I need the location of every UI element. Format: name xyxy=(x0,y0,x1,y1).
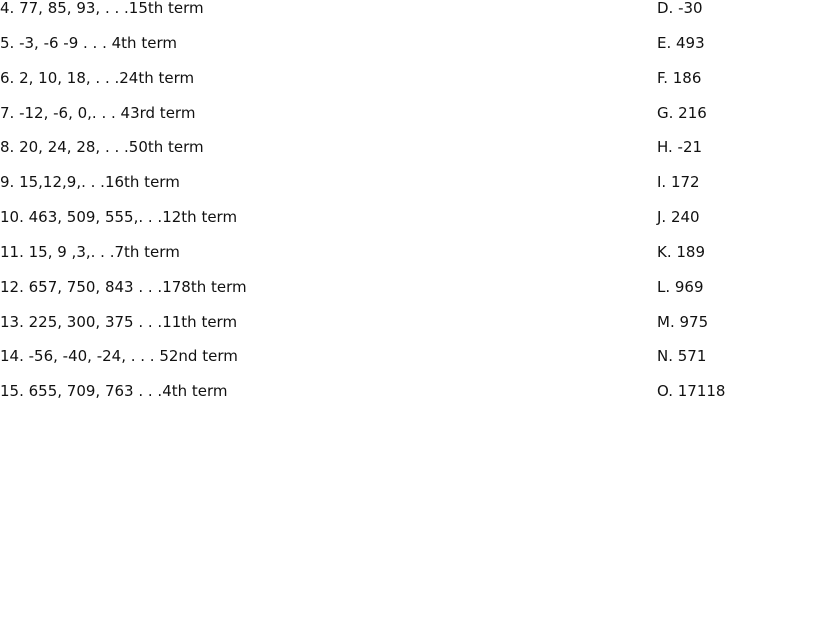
answer-choice: E. 493 xyxy=(657,34,705,52)
answer-choice: M. 975 xyxy=(657,313,709,331)
sequence-problem: 13. 225, 300, 375 . . .11th term xyxy=(0,313,238,331)
sequence-problem: 6. 2, 10, 18, . . .24th term xyxy=(0,69,195,87)
sequence-problem: 11. 15, 9 ,3,. . .7th term xyxy=(0,243,180,261)
worksheet-row xyxy=(0,242,816,262)
answer-choice: N. 571 xyxy=(657,347,707,365)
answer-choice: J. 240 xyxy=(657,208,700,226)
answer-choice: G. 216 xyxy=(657,104,707,122)
sequence-problem: 4. 77, 85, 93, . . .15th term xyxy=(0,0,204,17)
worksheet-row xyxy=(0,103,816,123)
answer-choice: O. 17118 xyxy=(657,382,726,400)
worksheet-row xyxy=(0,0,816,18)
sequence-problem: 9. 15,12,9,. . .16th term xyxy=(0,173,180,191)
answer-choice: F. 186 xyxy=(657,69,702,87)
answer-choice: D. -30 xyxy=(657,0,703,17)
sequence-problem: 12. 657, 750, 843 . . .178th term xyxy=(0,278,247,296)
sequence-problem: 15. 655, 709, 763 . . .4th term xyxy=(0,382,228,400)
answer-choice: H. -21 xyxy=(657,138,703,156)
worksheet-row xyxy=(0,207,816,227)
worksheet-row xyxy=(0,381,816,401)
sequence-problem: 7. -12, -6, 0,. . . 43rd term xyxy=(0,104,196,122)
sequence-problem: 8. 20, 24, 28, . . .50th term xyxy=(0,138,204,156)
answer-choice: L. 969 xyxy=(657,278,704,296)
answer-choice: K. 189 xyxy=(657,243,706,261)
worksheet-row xyxy=(0,68,816,88)
worksheet-row xyxy=(0,277,816,297)
worksheet-row xyxy=(0,312,816,332)
worksheet-row xyxy=(0,346,816,366)
sequence-problem: 5. -3, -6 -9 . . . 4th term xyxy=(0,34,177,52)
answer-choice: I. 172 xyxy=(657,173,700,191)
sequence-problem: 14. -56, -40, -24, . . . 52nd term xyxy=(0,347,238,365)
worksheet-row xyxy=(0,137,816,157)
worksheet-row xyxy=(0,172,816,192)
worksheet-row xyxy=(0,33,816,53)
sequence-problem: 10. 463, 509, 555,. . .12th term xyxy=(0,208,238,226)
